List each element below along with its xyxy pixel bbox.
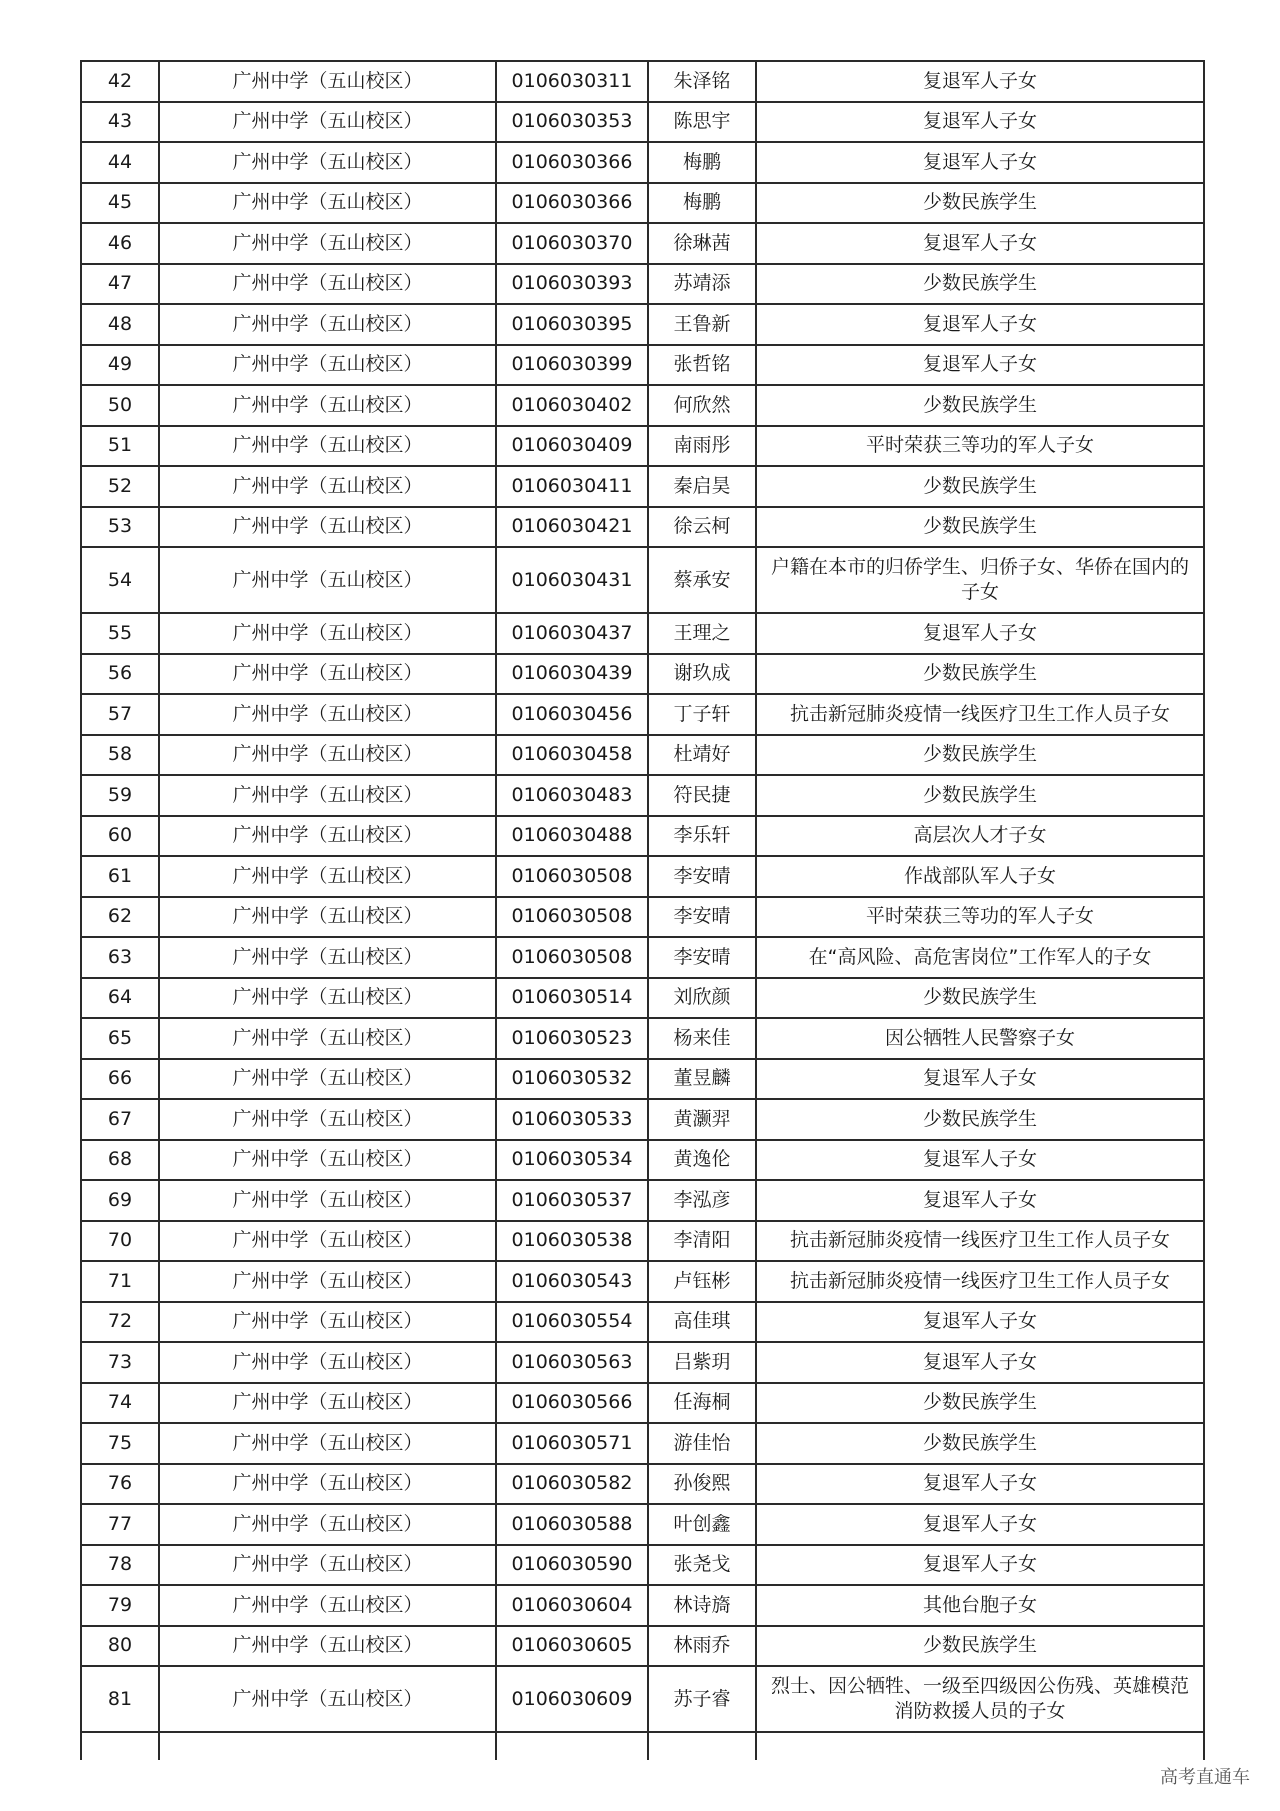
cell-name: 黄灏羿 (648, 1099, 756, 1140)
cell-category: 复退军人子女 (756, 61, 1204, 102)
cell-name: 卢钰彬 (648, 1261, 756, 1302)
cell-id: 0106030311 (496, 61, 648, 102)
cell-school: 广州中学（五山校区） (159, 345, 496, 386)
cell-id: 0106030409 (496, 426, 648, 467)
cell-name: 王鲁新 (648, 304, 756, 345)
cell-school: 广州中学（五山校区） (159, 1221, 496, 1262)
cell-school: 广州中学（五山校区） (159, 1383, 496, 1424)
cell-category: 复退军人子女 (756, 345, 1204, 386)
cell-name: 林雨乔 (648, 1626, 756, 1667)
cell-name: 苏子睿 (648, 1666, 756, 1732)
table-row (81, 1221, 1204, 1262)
cell-name: 徐琳茜 (648, 223, 756, 264)
cell-name: 秦启昊 (648, 466, 756, 507)
table-row (81, 1059, 1204, 1100)
cell-name: 游佳怡 (648, 1423, 756, 1464)
cell-name: 徐云柯 (648, 507, 756, 548)
cell-category: 在“高风险、高危害岗位”工作军人的子女 (756, 937, 1204, 978)
cell-id: 0106030571 (496, 1423, 648, 1464)
cell-category: 复退军人子女 (756, 1504, 1204, 1545)
cell-school: 广州中学（五山校区） (159, 264, 496, 305)
cell-category: 复退军人子女 (756, 1180, 1204, 1221)
table-row (81, 304, 1204, 345)
table-row (81, 385, 1204, 426)
cell-id: 0106030523 (496, 1018, 648, 1059)
cell-id: 0106030508 (496, 856, 648, 897)
table-row (81, 1585, 1204, 1626)
cell-school: 广州中学（五山校区） (159, 978, 496, 1019)
cell-id: 0106030395 (496, 304, 648, 345)
cell-no: 53 (81, 507, 159, 548)
cell-category: 复退军人子女 (756, 223, 1204, 264)
cell-id: 0106030543 (496, 1261, 648, 1302)
cell-name: 吕紫玥 (648, 1342, 756, 1383)
cell-school: 广州中学（五山校区） (159, 1099, 496, 1140)
cell-name: 李安晴 (648, 937, 756, 978)
cell-category: 平时荣获三等功的军人子女 (756, 426, 1204, 467)
cell-category: 户籍在本市的归侨学生、归侨子女、华侨在国内的子女 (756, 547, 1204, 613)
cell-school: 广州中学（五山校区） (159, 1464, 496, 1505)
cell-category: 抗击新冠肺炎疫情一线医疗卫生工作人员子女 (756, 694, 1204, 735)
cell-id: 0106030533 (496, 1099, 648, 1140)
cell-school: 广州中学（五山校区） (159, 102, 496, 143)
table-row (81, 897, 1204, 938)
cell-school: 广州中学（五山校区） (159, 426, 496, 467)
table-row (81, 1423, 1204, 1464)
cell-category: 少数民族学生 (756, 466, 1204, 507)
cell-school: 广州中学（五山校区） (159, 223, 496, 264)
cell-no: 49 (81, 345, 159, 386)
cell-name: 高佳琪 (648, 1302, 756, 1343)
cell-id: 0106030402 (496, 385, 648, 426)
cell-category: 复退军人子女 (756, 1464, 1204, 1505)
table-row (81, 61, 1204, 102)
cell-name: 黄逸伦 (648, 1140, 756, 1181)
cell-no: 52 (81, 466, 159, 507)
table-row (81, 1626, 1204, 1667)
cell-school: 广州中学（五山校区） (159, 304, 496, 345)
cell-category: 平时荣获三等功的军人子女 (756, 897, 1204, 938)
cell-id: 0106030439 (496, 654, 648, 695)
cell-name: 李泓彦 (648, 1180, 756, 1221)
watermark: 高考直通车 (1160, 1767, 1250, 1788)
cell-no: 47 (81, 264, 159, 305)
table-row (81, 1504, 1204, 1545)
cell-id: 0106030566 (496, 1383, 648, 1424)
cell-category: 作战部队军人子女 (756, 856, 1204, 897)
cell-name: 李安晴 (648, 897, 756, 938)
cell-school: 广州中学（五山校区） (159, 1140, 496, 1181)
cell-id: 0106030366 (496, 142, 648, 183)
cell-category: 少数民族学生 (756, 1099, 1204, 1140)
cell-id: 0106030370 (496, 223, 648, 264)
cell-id: 0106030563 (496, 1342, 648, 1383)
cell-id: 0106030437 (496, 613, 648, 654)
cell-category: 因公牺牲人民警察子女 (756, 1018, 1204, 1059)
cell-no: 57 (81, 694, 159, 735)
table-row-continuation (81, 1732, 1204, 1760)
cell-id: 0106030411 (496, 466, 648, 507)
cell-name: 刘欣颜 (648, 978, 756, 1019)
cell-school: 广州中学（五山校区） (159, 613, 496, 654)
table-row (81, 142, 1204, 183)
cell-name: 叶创鑫 (648, 1504, 756, 1545)
cell-school: 广州中学（五山校区） (159, 1342, 496, 1383)
cell-category: 复退军人子女 (756, 1302, 1204, 1343)
table-row (81, 694, 1204, 735)
cell-no: 73 (81, 1342, 159, 1383)
cell-no: 74 (81, 1383, 159, 1424)
cell-no: 63 (81, 937, 159, 978)
cell-category: 少数民族学生 (756, 775, 1204, 816)
cell-name: 李安晴 (648, 856, 756, 897)
table-row (81, 1302, 1204, 1343)
table-row (81, 1099, 1204, 1140)
cell-name: 孙俊熙 (648, 1464, 756, 1505)
cell-id: 0106030582 (496, 1464, 648, 1505)
cell-no: 43 (81, 102, 159, 143)
table-row (81, 264, 1204, 305)
cell-id: 0106030554 (496, 1302, 648, 1343)
cell-school: 广州中学（五山校区） (159, 1180, 496, 1221)
table-row (81, 654, 1204, 695)
table-row (81, 345, 1204, 386)
cell-id: 0106030514 (496, 978, 648, 1019)
cell-no: 75 (81, 1423, 159, 1464)
cell-no: 45 (81, 183, 159, 224)
cell-name: 朱泽铭 (648, 61, 756, 102)
cell-name: 李清阳 (648, 1221, 756, 1262)
cell-no: 78 (81, 1545, 159, 1586)
cell-no: 61 (81, 856, 159, 897)
cell-id: 0106030421 (496, 507, 648, 548)
cell-name: 任海桐 (648, 1383, 756, 1424)
cell-name: 杜靖好 (648, 735, 756, 776)
cell-no: 58 (81, 735, 159, 776)
cell-school: 广州中学（五山校区） (159, 1423, 496, 1464)
cell-id: 0106030538 (496, 1221, 648, 1262)
cell-school: 广州中学（五山校区） (159, 775, 496, 816)
cell-no: 42 (81, 61, 159, 102)
cell-id: 0106030431 (496, 547, 648, 613)
cell-id: 0106030537 (496, 1180, 648, 1221)
table-body (81, 61, 1204, 1760)
cell-category: 复退军人子女 (756, 304, 1204, 345)
cell-id: 0106030353 (496, 102, 648, 143)
cell-school: 广州中学（五山校区） (159, 1018, 496, 1059)
cell-no: 54 (81, 547, 159, 613)
cell-school: 广州中学（五山校区） (159, 694, 496, 735)
cell-no: 46 (81, 223, 159, 264)
cell-school: 广州中学（五山校区） (159, 1626, 496, 1667)
cell-category: 复退军人子女 (756, 102, 1204, 143)
cell-school: 广州中学（五山校区） (159, 816, 496, 857)
cell-name: 陈思宇 (648, 102, 756, 143)
cell-name: 谢玖成 (648, 654, 756, 695)
cell-no: 77 (81, 1504, 159, 1545)
cell-id: 0106030456 (496, 694, 648, 735)
cell-id: 0106030488 (496, 816, 648, 857)
cell-category: 复退军人子女 (756, 1140, 1204, 1181)
empty-cell (756, 1732, 1204, 1760)
cell-school: 广州中学（五山校区） (159, 856, 496, 897)
table-row (81, 937, 1204, 978)
cell-id: 0106030609 (496, 1666, 648, 1732)
cell-category: 复退军人子女 (756, 142, 1204, 183)
cell-school: 广州中学（五山校区） (159, 1302, 496, 1343)
cell-category: 复退军人子女 (756, 1342, 1204, 1383)
student-table (80, 60, 1205, 1760)
cell-category: 烈士、因公牺牲、一级至四级因公伤残、英雄模范消防救援人员的子女 (756, 1666, 1204, 1732)
cell-name: 梅鹏 (648, 183, 756, 224)
cell-id: 0106030588 (496, 1504, 648, 1545)
table-row (81, 1666, 1204, 1732)
cell-name: 何欣然 (648, 385, 756, 426)
cell-id: 0106030605 (496, 1626, 648, 1667)
cell-category: 复退军人子女 (756, 1059, 1204, 1100)
table-row (81, 816, 1204, 857)
cell-id: 0106030532 (496, 1059, 648, 1100)
cell-school: 广州中学（五山校区） (159, 183, 496, 224)
cell-no: 44 (81, 142, 159, 183)
table-row (81, 183, 1204, 224)
cell-id: 0106030399 (496, 345, 648, 386)
cell-no: 68 (81, 1140, 159, 1181)
cell-no: 70 (81, 1221, 159, 1262)
cell-category: 少数民族学生 (756, 183, 1204, 224)
empty-cell (159, 1732, 496, 1760)
cell-name: 丁子轩 (648, 694, 756, 735)
cell-no: 48 (81, 304, 159, 345)
cell-no: 80 (81, 1626, 159, 1667)
cell-school: 广州中学（五山校区） (159, 1504, 496, 1545)
table-row (81, 1545, 1204, 1586)
table-row (81, 856, 1204, 897)
cell-school: 广州中学（五山校区） (159, 1545, 496, 1586)
cell-no: 51 (81, 426, 159, 467)
cell-id: 0106030458 (496, 735, 648, 776)
cell-name: 林诗旖 (648, 1585, 756, 1626)
cell-school: 广州中学（五山校区） (159, 547, 496, 613)
table-row (81, 1018, 1204, 1059)
cell-school: 广州中学（五山校区） (159, 466, 496, 507)
cell-name: 苏靖添 (648, 264, 756, 305)
cell-name: 杨来佳 (648, 1018, 756, 1059)
cell-school: 广州中学（五山校区） (159, 1261, 496, 1302)
cell-name: 蔡承安 (648, 547, 756, 613)
cell-category: 少数民族学生 (756, 978, 1204, 1019)
cell-category: 其他台胞子女 (756, 1585, 1204, 1626)
cell-no: 56 (81, 654, 159, 695)
table-row (81, 466, 1204, 507)
cell-name: 南雨彤 (648, 426, 756, 467)
table-row (81, 547, 1204, 613)
cell-no: 81 (81, 1666, 159, 1732)
cell-category: 少数民族学生 (756, 507, 1204, 548)
empty-cell (648, 1732, 756, 1760)
cell-no: 76 (81, 1464, 159, 1505)
table-row (81, 978, 1204, 1019)
table-row (81, 1464, 1204, 1505)
cell-category: 少数民族学生 (756, 385, 1204, 426)
cell-school: 广州中学（五山校区） (159, 61, 496, 102)
cell-school: 广州中学（五山校区） (159, 1585, 496, 1626)
cell-category: 少数民族学生 (756, 1423, 1204, 1464)
cell-school: 广州中学（五山校区） (159, 897, 496, 938)
cell-school: 广州中学（五山校区） (159, 1666, 496, 1732)
cell-name: 王理之 (648, 613, 756, 654)
cell-id: 0106030508 (496, 897, 648, 938)
cell-school: 广州中学（五山校区） (159, 654, 496, 695)
cell-category: 抗击新冠肺炎疫情一线医疗卫生工作人员子女 (756, 1221, 1204, 1262)
cell-id: 0106030604 (496, 1585, 648, 1626)
cell-category: 少数民族学生 (756, 264, 1204, 305)
cell-name: 张尧戈 (648, 1545, 756, 1586)
empty-cell (496, 1732, 648, 1760)
empty-cell (81, 1732, 159, 1760)
table-row (81, 1261, 1204, 1302)
cell-category: 少数民族学生 (756, 654, 1204, 695)
cell-no: 59 (81, 775, 159, 816)
cell-category: 高层次人才子女 (756, 816, 1204, 857)
cell-name: 梅鹏 (648, 142, 756, 183)
cell-id: 0106030590 (496, 1545, 648, 1586)
cell-category: 少数民族学生 (756, 1383, 1204, 1424)
cell-name: 符民捷 (648, 775, 756, 816)
cell-category: 复退军人子女 (756, 613, 1204, 654)
cell-id: 0106030393 (496, 264, 648, 305)
table-row (81, 223, 1204, 264)
cell-no: 62 (81, 897, 159, 938)
cell-id: 0106030508 (496, 937, 648, 978)
cell-no: 67 (81, 1099, 159, 1140)
cell-name: 李乐轩 (648, 816, 756, 857)
cell-id: 0106030366 (496, 183, 648, 224)
table-row (81, 1342, 1204, 1383)
cell-no: 79 (81, 1585, 159, 1626)
cell-category: 少数民族学生 (756, 1626, 1204, 1667)
cell-no: 72 (81, 1302, 159, 1343)
table-row (81, 613, 1204, 654)
cell-category: 抗击新冠肺炎疫情一线医疗卫生工作人员子女 (756, 1261, 1204, 1302)
cell-category: 复退军人子女 (756, 1545, 1204, 1586)
cell-id: 0106030534 (496, 1140, 648, 1181)
cell-name: 董昱麟 (648, 1059, 756, 1100)
cell-no: 69 (81, 1180, 159, 1221)
table-row (81, 507, 1204, 548)
table-row (81, 1140, 1204, 1181)
cell-no: 55 (81, 613, 159, 654)
table-row (81, 426, 1204, 467)
table-row (81, 1383, 1204, 1424)
cell-school: 广州中学（五山校区） (159, 385, 496, 426)
cell-school: 广州中学（五山校区） (159, 937, 496, 978)
table-row (81, 735, 1204, 776)
cell-no: 50 (81, 385, 159, 426)
cell-school: 广州中学（五山校区） (159, 735, 496, 776)
cell-category: 少数民族学生 (756, 735, 1204, 776)
table-row (81, 775, 1204, 816)
cell-school: 广州中学（五山校区） (159, 1059, 496, 1100)
cell-no: 71 (81, 1261, 159, 1302)
cell-school: 广州中学（五山校区） (159, 142, 496, 183)
cell-name: 张哲铭 (648, 345, 756, 386)
table-row (81, 1180, 1204, 1221)
cell-id: 0106030483 (496, 775, 648, 816)
table-row (81, 102, 1204, 143)
cell-no: 64 (81, 978, 159, 1019)
cell-school: 广州中学（五山校区） (159, 507, 496, 548)
cell-no: 65 (81, 1018, 159, 1059)
cell-no: 66 (81, 1059, 159, 1100)
cell-no: 60 (81, 816, 159, 857)
